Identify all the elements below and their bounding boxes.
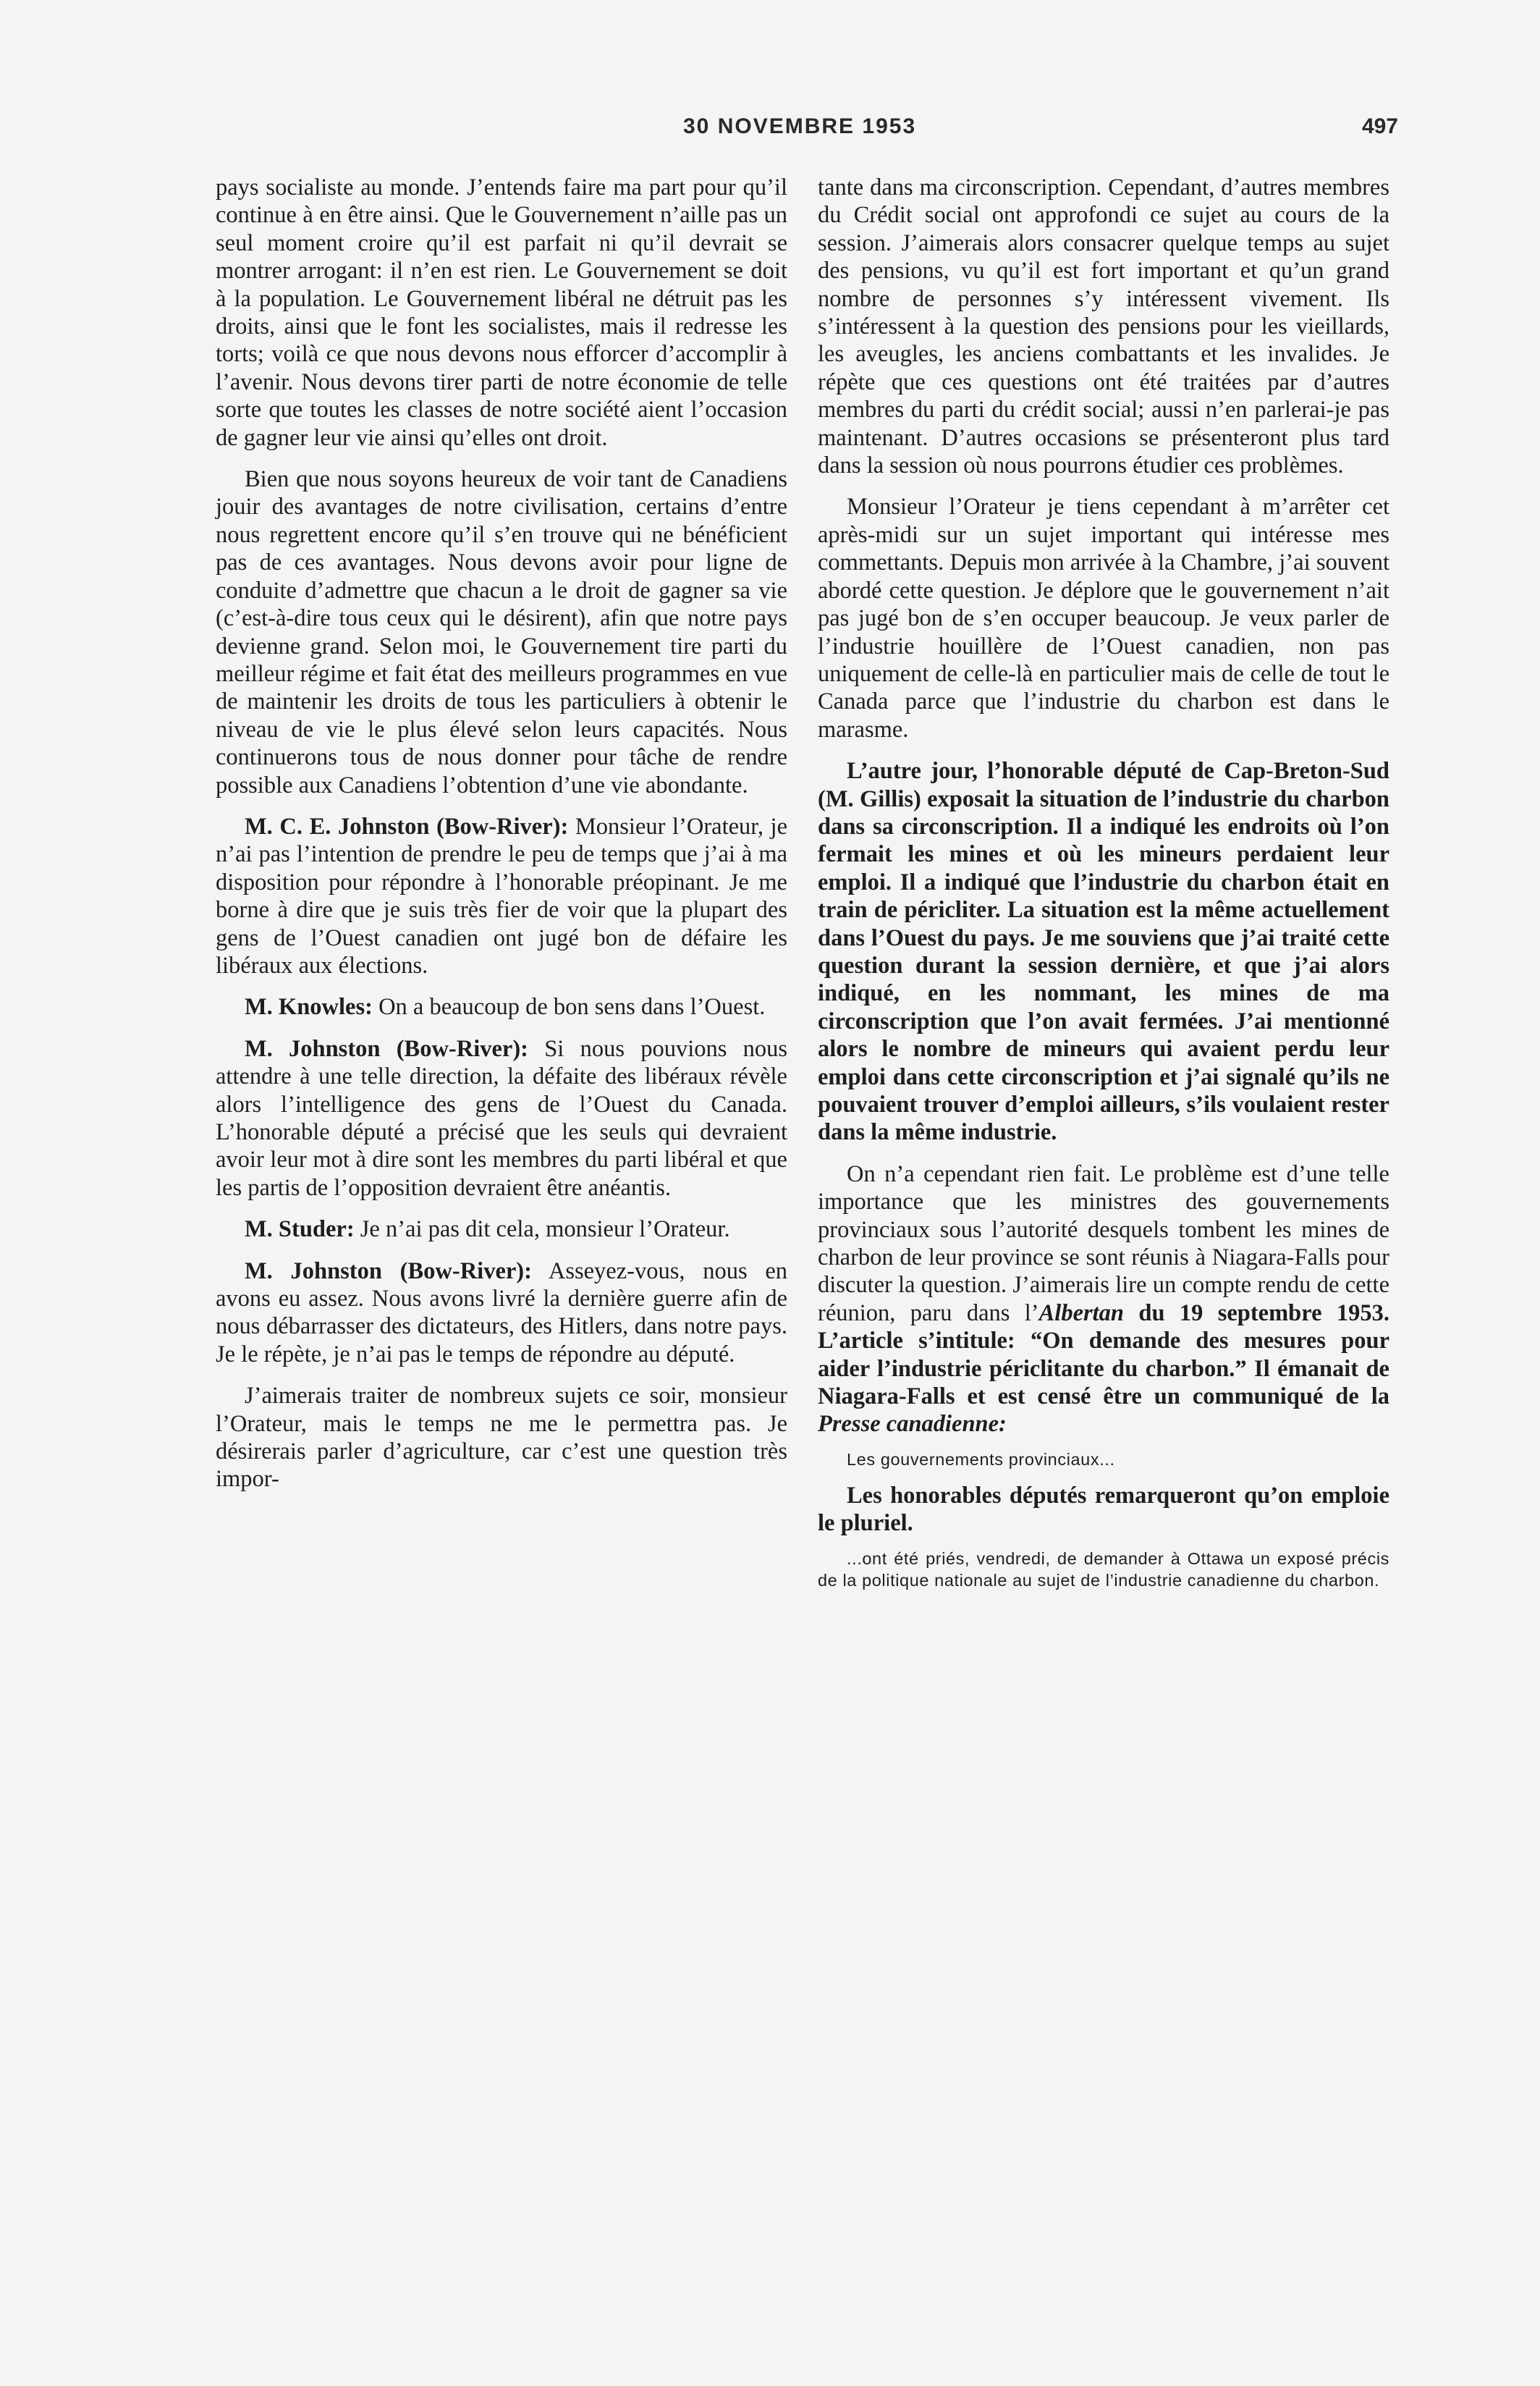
- speaker-name: M. Johnston (Bow-River):: [245, 1035, 528, 1062]
- paragraph-bold: Les honorables députés remarqueront qu’on emploie le pluriel.: [818, 1482, 1389, 1537]
- speech-text: On a beaucoup de bon sens dans l’Ouest.: [372, 994, 766, 1021]
- speech-text: Si nous pouvions nous attendre à une telle direction, la défaite des libéraux révèle alors l’intelligence des gens de l’Ouest du Canada. L’honorable député a précisé que les seuls qui devraient avoir leur mot à dire sont les membres du parti libéral et que les partis de l’opposition devraient être anéantis.: [216, 1035, 787, 1201]
- paragraph: pays socialiste au monde. J’entends faire ma part pour qu’il continue à en être ainsi. Que le Gouvernement n’aille pas un seul moment croire qu’il est parfait ni qu’il devrait se montrer arrogant: il n’en est rien. Le Gouvernement se doit à la population. Le Gouvernement libéral ne détruit pas les droits, ainsi que le font les socialistes, mais il redresse les torts; voilà ce que nous devons nous efforcer d’accomplir à l’avenir. Nous devons tirer parti de notre économie de telle sorte que toutes les classes de notre société aient l’occasion de gagner leur vie ainsi qu’elles ont droit.: [216, 174, 787, 451]
- paragraph-mixed: [818, 1160, 1389, 1438]
- speech-text: Monsieur l’Orateur, je n’ai pas l’intention de prendre le peu de temps que j’ai à ma disposition pour répondre à l’honorable préopinant. Je me borne à dire que je suis très fier de voir que la plupart des gens de l’Ouest canadien ont jugé bon de défaire les libéraux aux élections.: [216, 813, 787, 979]
- speaker-name: M. C. E. Johnston (Bow-River):: [245, 813, 569, 840]
- text-run: On n’a cependant rien fait. Le problème est d’une telle importance que les ministres des gouvernements provinciaux sous l’autorité desquels tombent les mines de charbon de leur province se sont réunis à Niagara-Falls pour discuter la question. J’aimerais lire un compte rendu de cette réunion, paru dans l’: [818, 1160, 1389, 1326]
- text-run-bold: du 19 septembre 1953. L’article s’intitule: “On demande des mesures pour aider l’industrie périclitante du charbon.” Il émanait de Niagara-Falls et est censé être un communiqué de la: [818, 1299, 1389, 1410]
- speech-paragraph: [216, 1257, 787, 1369]
- quote: ...ont été priés, vendredi, de demander à Ottawa un exposé précis de la politique nationale au sujet de l’industrie canadienne du charbon.: [818, 1548, 1389, 1590]
- paragraph: Bien que nous soyons heureux de voir tant de Canadiens jouir des avantages de notre civilisation, certains d’entre nous regrettent encore qu’il s’en trouve qui ne bénéficient pas de ces avantages. Nous devons avoir pour ligne de conduite d’admettre que chacun a le droit de gagner sa vie (c’est-à-dire tous ceux qui le désirent), afin que notre pays devienne grand. Selon moi, le Gouvernement tire parti du meilleur régime et fait état des meilleurs programmes en vue de maintenir les droits de tous les particuliers à obtenir le niveau de vie le plus élevé selon leurs capacités. Nous continuerons tous de nous donner pour tâche de rendre possible aux Canadiens l’obtention d’une vie abondante.: [216, 466, 787, 798]
- page-number: 497: [1361, 114, 1398, 138]
- speech-text: Asseyez-vous, nous en avons eu assez. Nous avons livré la dernière guerre afin de nous débarrasser des dictateurs, des Hitlers, dans notre pays. Je le répète, je n’ai pas le temps de répondre au député.: [216, 1257, 787, 1367]
- speaker-name: M. Knowles:: [245, 994, 373, 1021]
- speech-paragraph: [216, 1215, 787, 1243]
- header-date: 30 NOVEMBRE 1953: [683, 114, 917, 138]
- paragraph: Monsieur l’Orateur je tiens cependant à m’arrêter cet après-midi sur un sujet important qui intéresse mes commettants. Depuis mon arrivée à la Chambre, j’ai souvent abordé cette question. Je déplore que le gouvernement n’ait pas jugé bon de s’en occuper beaucoup. Je veux parler de l’industrie houillère de l’Ouest canadien, non pas uniquement de celle-là en particulier mais de celle de tout le Canada parce que l’industrie du charbon est dans le marasme.: [818, 494, 1389, 743]
- speech-paragraph: [216, 993, 787, 1021]
- right-column: [818, 174, 1389, 1603]
- paragraph: J’aimerais traiter de nombreux sujets ce soir, monsieur l’Orateur, mais le temps ne me le permettra pas. Je désirerais parler d’agriculture, car c’est une question très impor-: [216, 1383, 787, 1493]
- paragraph-bold: L’autre jour, l’honorable député de Cap-Breton-Sud (M. Gillis) exposait la situation de l’industrie du charbon dans sa circonscription. Il a indiqué les endroits où l’on fermait les mines et où les mineurs perdaient leur emploi. Il a indiqué que l’industrie du charbon était en train de péricliter. La situation est la même actuellement dans l’Ouest du pays. Je me souviens que j’ai traité cette question durant la session dernière, et que j’ai alors indiqué, en les nommant, les mines de ma circonscription que l’on avait fermées. J’ai mentionné alors le nombre de mineurs qui avaient perdu leur emploi dans cette circonscription et j’ai signalé qu’ils ne pouvaient trouver d’emploi ailleurs, s’ils voulaient rester dans la même industrie.: [818, 758, 1389, 1146]
- speech-paragraph: [216, 1035, 787, 1202]
- page-header: [0, 114, 1540, 151]
- speech-paragraph: [216, 813, 787, 979]
- paragraph: tante dans ma circonscription. Cependant, d’autres membres du Crédit social ont approfondi ce sujet au cours de la session. J’aimerais alors consacrer quelque temps au sujet des pensions, vu qu’il est fort important et qu’un grand nombre de personnes s’y intéressent vivement. Ils s’intéressent à la question des pensions pour les vieillards, les aveugles, les anciens combattants et les invalides. Je répète que ces questions ont été traitées par d’autres membres du parti du crédit social; aussi n’en parlerai-je pas maintenant. D’autres occasions se présenteront plus tard dans la session où nous pourrons étudier ces problèmes.: [818, 174, 1389, 479]
- quote: Les gouvernements provinciaux...: [847, 1449, 1115, 1469]
- speech-text: Je n’ai pas dit cela, monsieur l’Orateur.: [354, 1216, 730, 1243]
- source-title: Presse canadienne:: [818, 1411, 1007, 1438]
- speaker-name: M. Johnston (Bow-River):: [245, 1257, 532, 1284]
- speaker-name: M. Studer:: [245, 1216, 355, 1243]
- left-column: [216, 174, 787, 1507]
- newspaper-title: Albertan: [1038, 1299, 1125, 1326]
